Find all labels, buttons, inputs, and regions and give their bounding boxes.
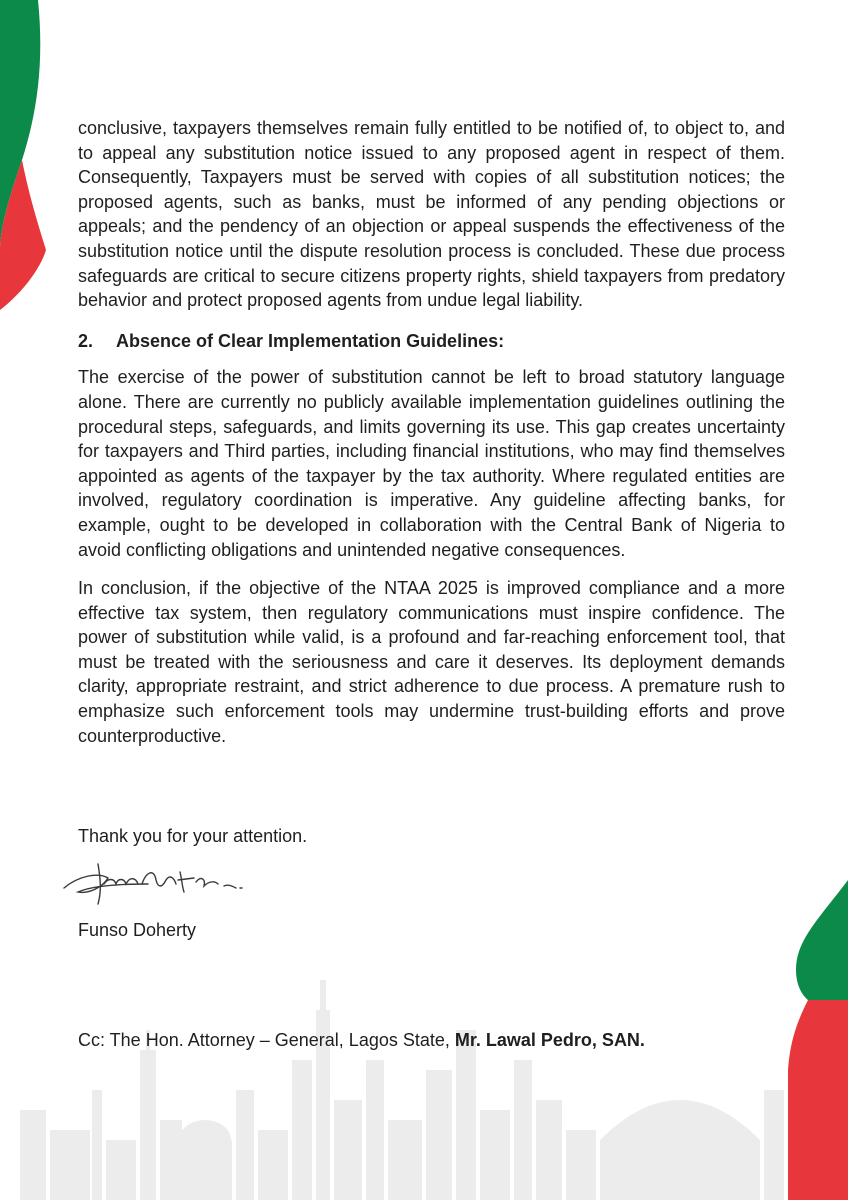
paragraph-3: In conclusion, if the objective of the NTAA 2025 is improved compliance and a more effective tax system, then regulatory communications must inspire confidence. The power of substitution while valid, is a profound and far-reaching enforcement tool, that must be treated with the seriousness and care it deserves. Its deployment demands clarity, appropriate restraint, and strict adherence to due process. A premature rush to emphasize such enforcement tools may undermine trust-building efforts and prove counterproductive. <box>78 578 785 746</box>
cc-prefix: Cc: The Hon. Attorney – General, Lagos State, <box>78 1030 455 1050</box>
signature-icon <box>58 858 248 908</box>
cc-line <box>78 1030 645 1051</box>
letter-body <box>78 116 785 748</box>
paragraph-2: The exercise of the power of substitution cannot be left to broad statutory language alone. There are currently no publicly available implementation guidelines outlining the procedural steps, safeguards, and limits governing its use. This gap creates uncertainty for taxpayers and Third parties, including financial institutions, who may find themselves appointed as agents of the taxpayer by the tax authority. Where regulated entities are involved, regulatory coordination is imperative. Any guideline affecting banks, for example, ought to be developed in collaboration with the Central Bank of Nigeria to avoid conflicting obligations and unintended negative consequences. <box>78 367 785 560</box>
section-2-heading <box>78 329 785 354</box>
skyline-watermark <box>0 940 848 1200</box>
signer-name: Funso Doherty <box>78 920 197 940</box>
paragraph-1: conclusive, taxpayers themselves remain fully entitled to be notified of, to object to, and to appeal any substitution notice issued to any proposed agent in respect of them. Consequently, Taxpayers must be served with copies of all substitution notices; the proposed agents, such as banks, must be informed of any pending objections or appeals; and the pendency of an objection or appeal suspends the effectiveness of the substitution notice until the dispute resolution process is concluded. These due process safeguards are critical to secure citizens property rights, shield taxpayers from predatory behavior and protect proposed agents from undue legal liability. <box>78 118 785 311</box>
cc-name: Mr. Lawal Pedro, SAN. <box>454 1030 645 1050</box>
section-title: Absence of Clear Implementation Guidelines: <box>116 330 505 351</box>
section-number: 2. <box>78 330 94 351</box>
closing-line: Thank you for your attention. <box>78 826 308 846</box>
